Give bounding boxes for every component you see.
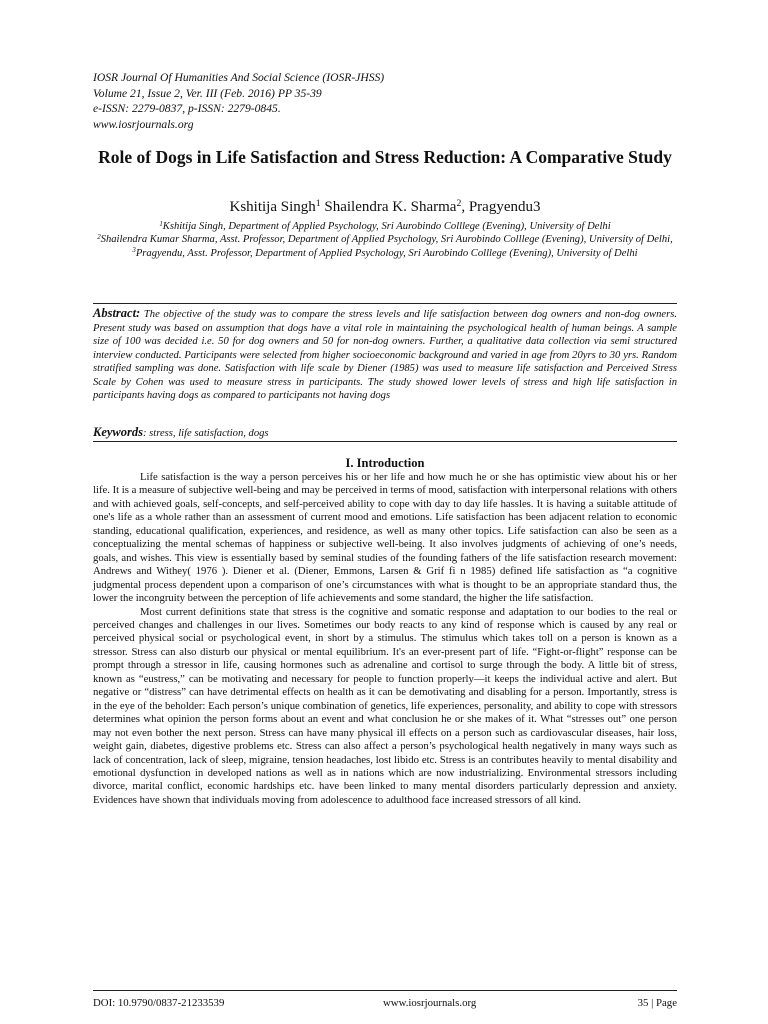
- author-3: , Pragyendu3: [461, 199, 541, 215]
- author-1: Kshitija Singh: [229, 199, 316, 215]
- abstract-label: Abstract:: [93, 306, 141, 320]
- paragraph-1: Life satisfaction is the way a person perceives his or her life and how much he or she has optimistic view about his or her life. It is a measure of subjective well-being and may be perceived in terms of mood, satisfaction with interpersonal relations with others and with achieved goals, self-concepts, and self-perceived ability to cope with day to day life hassles. It is having a suitable attitude of one's life as a whole rather than an assessment of current mood and emotions. Life satisfaction has been adjacent relation to economic standing, educational qualification, experiences, and residence, as well as many other topics. Life satisfaction can also be seen as a conceptualizing the mental schemas of happiness or subjective well-being. It also involves judgments of achieving of one’s needs, goals, and wishes. This view is essentially based by seminal studies of the founding fathers of the life satisfaction research movement: Andrews and Withey( 1976 ). Diener et al. (Diener, Emmons, Larsen & Grif fi n 1985) defined life satisfaction as “a cognitive judgmental process dependent upon a comparison of one’s circumstances with what is thought to be an appropriate standard thus, the lower the incongruity between the perception of life achievements and some standard, the higher the life satisfaction.: [93, 471, 677, 605]
- author-1-sup: 1: [315, 198, 321, 210]
- abstract-top-rule: [93, 303, 677, 304]
- paper-title: Role of Dogs in Life Satisfaction and Stress Reduction: A Comparative Study: [98, 147, 672, 167]
- affiliation-1: [93, 220, 677, 233]
- journal-name: IOSR Journal Of Humanities And Social Science (IOSR-JHSS): [93, 71, 385, 84]
- affiliation-2-text: Shailendra Kumar Sharma, Asst. Professor, Department of Applied Psychology, Sri Aurobindo Colllege (Evening), University of Delhi,: [100, 234, 673, 246]
- author-2-sup: 2: [456, 198, 462, 210]
- affiliation-3: [93, 247, 677, 260]
- keywords: [93, 425, 677, 441]
- keywords-label: Keywords: [93, 425, 143, 439]
- affiliation-2: [93, 233, 677, 246]
- abstract-text: The objective of the study was to compare the stress levels and life satisfaction between dog owners and non-dog owners. Present study was based on assumption that dogs have a vital role in maintaining the psychological health of human beings. A sample size of 100 was decided i.e. 50 for dog owners and 50 for non-dog owners. Further, a qualitative data collection via semi structured interview conducted. Participants were selected from higher socioeconomic background and varied in age from 20yrs to 30 yrs. Random stratified sampling was done. Satisfaction with life scale by Diener (1985) was used to measure life satisfaction and Perceived Stress Scale by Cohen was used to measure stress in participants. The study showed lower levels of stress and high life satisfaction in participants having dogs as compared to participants not having dogs: [93, 309, 677, 401]
- affiliation-3-sup: 3: [132, 247, 136, 255]
- abstract-bottom-rule: [93, 441, 677, 442]
- footer-page-number: 35 | Page: [637, 997, 677, 1009]
- page-footer: [93, 996, 677, 1010]
- affiliation-1-text: Kshitija Singh, Department of Applied Psychology, Sri Aurobindo Colllege (Evening), University of Delhi: [162, 221, 611, 232]
- footer-website[interactable]: www.iosrjournals.org: [383, 997, 477, 1009]
- footer-rule: [93, 990, 677, 991]
- affiliation-3-text: Pragyendu, Asst. Professor, Department of Applied Psychology, Sri Aurobindo Colllege (Evening), University of Delhi: [135, 247, 638, 259]
- paragraph-2: Most current definitions state that stress is the cognitive and somatic response and adaptation to our bodies to the real or perceived changes and challenges in our lives. Sometimes our body reacts to any kind of response which is caused by any real or perceived physical social or psychological event, in short by a stimulus. The stimulus which takes toll on a person is known as a stressor. Stress can also disturb our physical or mental equilibrium. It's an ever-present part of life. “Fight-or-flight” response can be prompt through a stressor in life, causing hormones such as adrenaline and cortisol to surge through the body. A little bit of stress, known as “eustress,” can be motivating and necessary for people to function properly—it keeps the individual active and alert. But negative or “distress” can have detrimental effects on health as it can be demotivating and disabling for a person. Importantly, stress is in the eye of the beholder: Each person’s unique combination of genetics, life experiences, personality, and ability to cope with stressors determines what opinion the person forms about an event and what conclusion he or she makes of it. What “stresses out” one person may not even bother the next person. Stress can have many physical ill effects on a person such as cardiovascular diseases, hair loss, weight gain, diabetes, digestive problems etc. Stress can also affect a person’s psychological health negatively in many ways such as lack of concentration, lack of sleep, migraine, tension headaches, lost libido etc. Stress is an contributes heavily to mental disability and emotional dysfunction in developed nations as well as in nations which are now industrializing. Environmental stressors including divorce, marital conflict, economic hardships etc. have been linked to many mental disorders particularly depression and anxiety. Evidences have shown that individuals moving from adolescence to adulthood face increased stressors of all kind.: [93, 605, 677, 806]
- affiliation-1-sup: 1: [159, 220, 163, 228]
- author-2: Shailendra K. Sharma: [320, 199, 457, 215]
- journal-website[interactable]: www.iosrjournals.org: [93, 117, 194, 131]
- author-line: [93, 197, 677, 217]
- affiliations: [93, 220, 677, 260]
- keywords-text: : stress, life satisfaction, dogs: [143, 428, 269, 439]
- abstract: [93, 307, 677, 403]
- journal-header: [93, 70, 693, 132]
- footer-doi: DOI: 10.9790/0837-21233539: [93, 997, 225, 1009]
- journal-volume: Volume 21, Issue 2, Ver. III (Feb. 2016) PP 35-39: [93, 86, 322, 100]
- journal-issn: e-ISSN: 2279-0837, p-ISSN: 2279-0845.: [93, 102, 281, 115]
- affiliation-2-sup: 2: [97, 233, 101, 241]
- body-text: [93, 471, 677, 807]
- section-heading: I. Introduction: [345, 456, 425, 470]
